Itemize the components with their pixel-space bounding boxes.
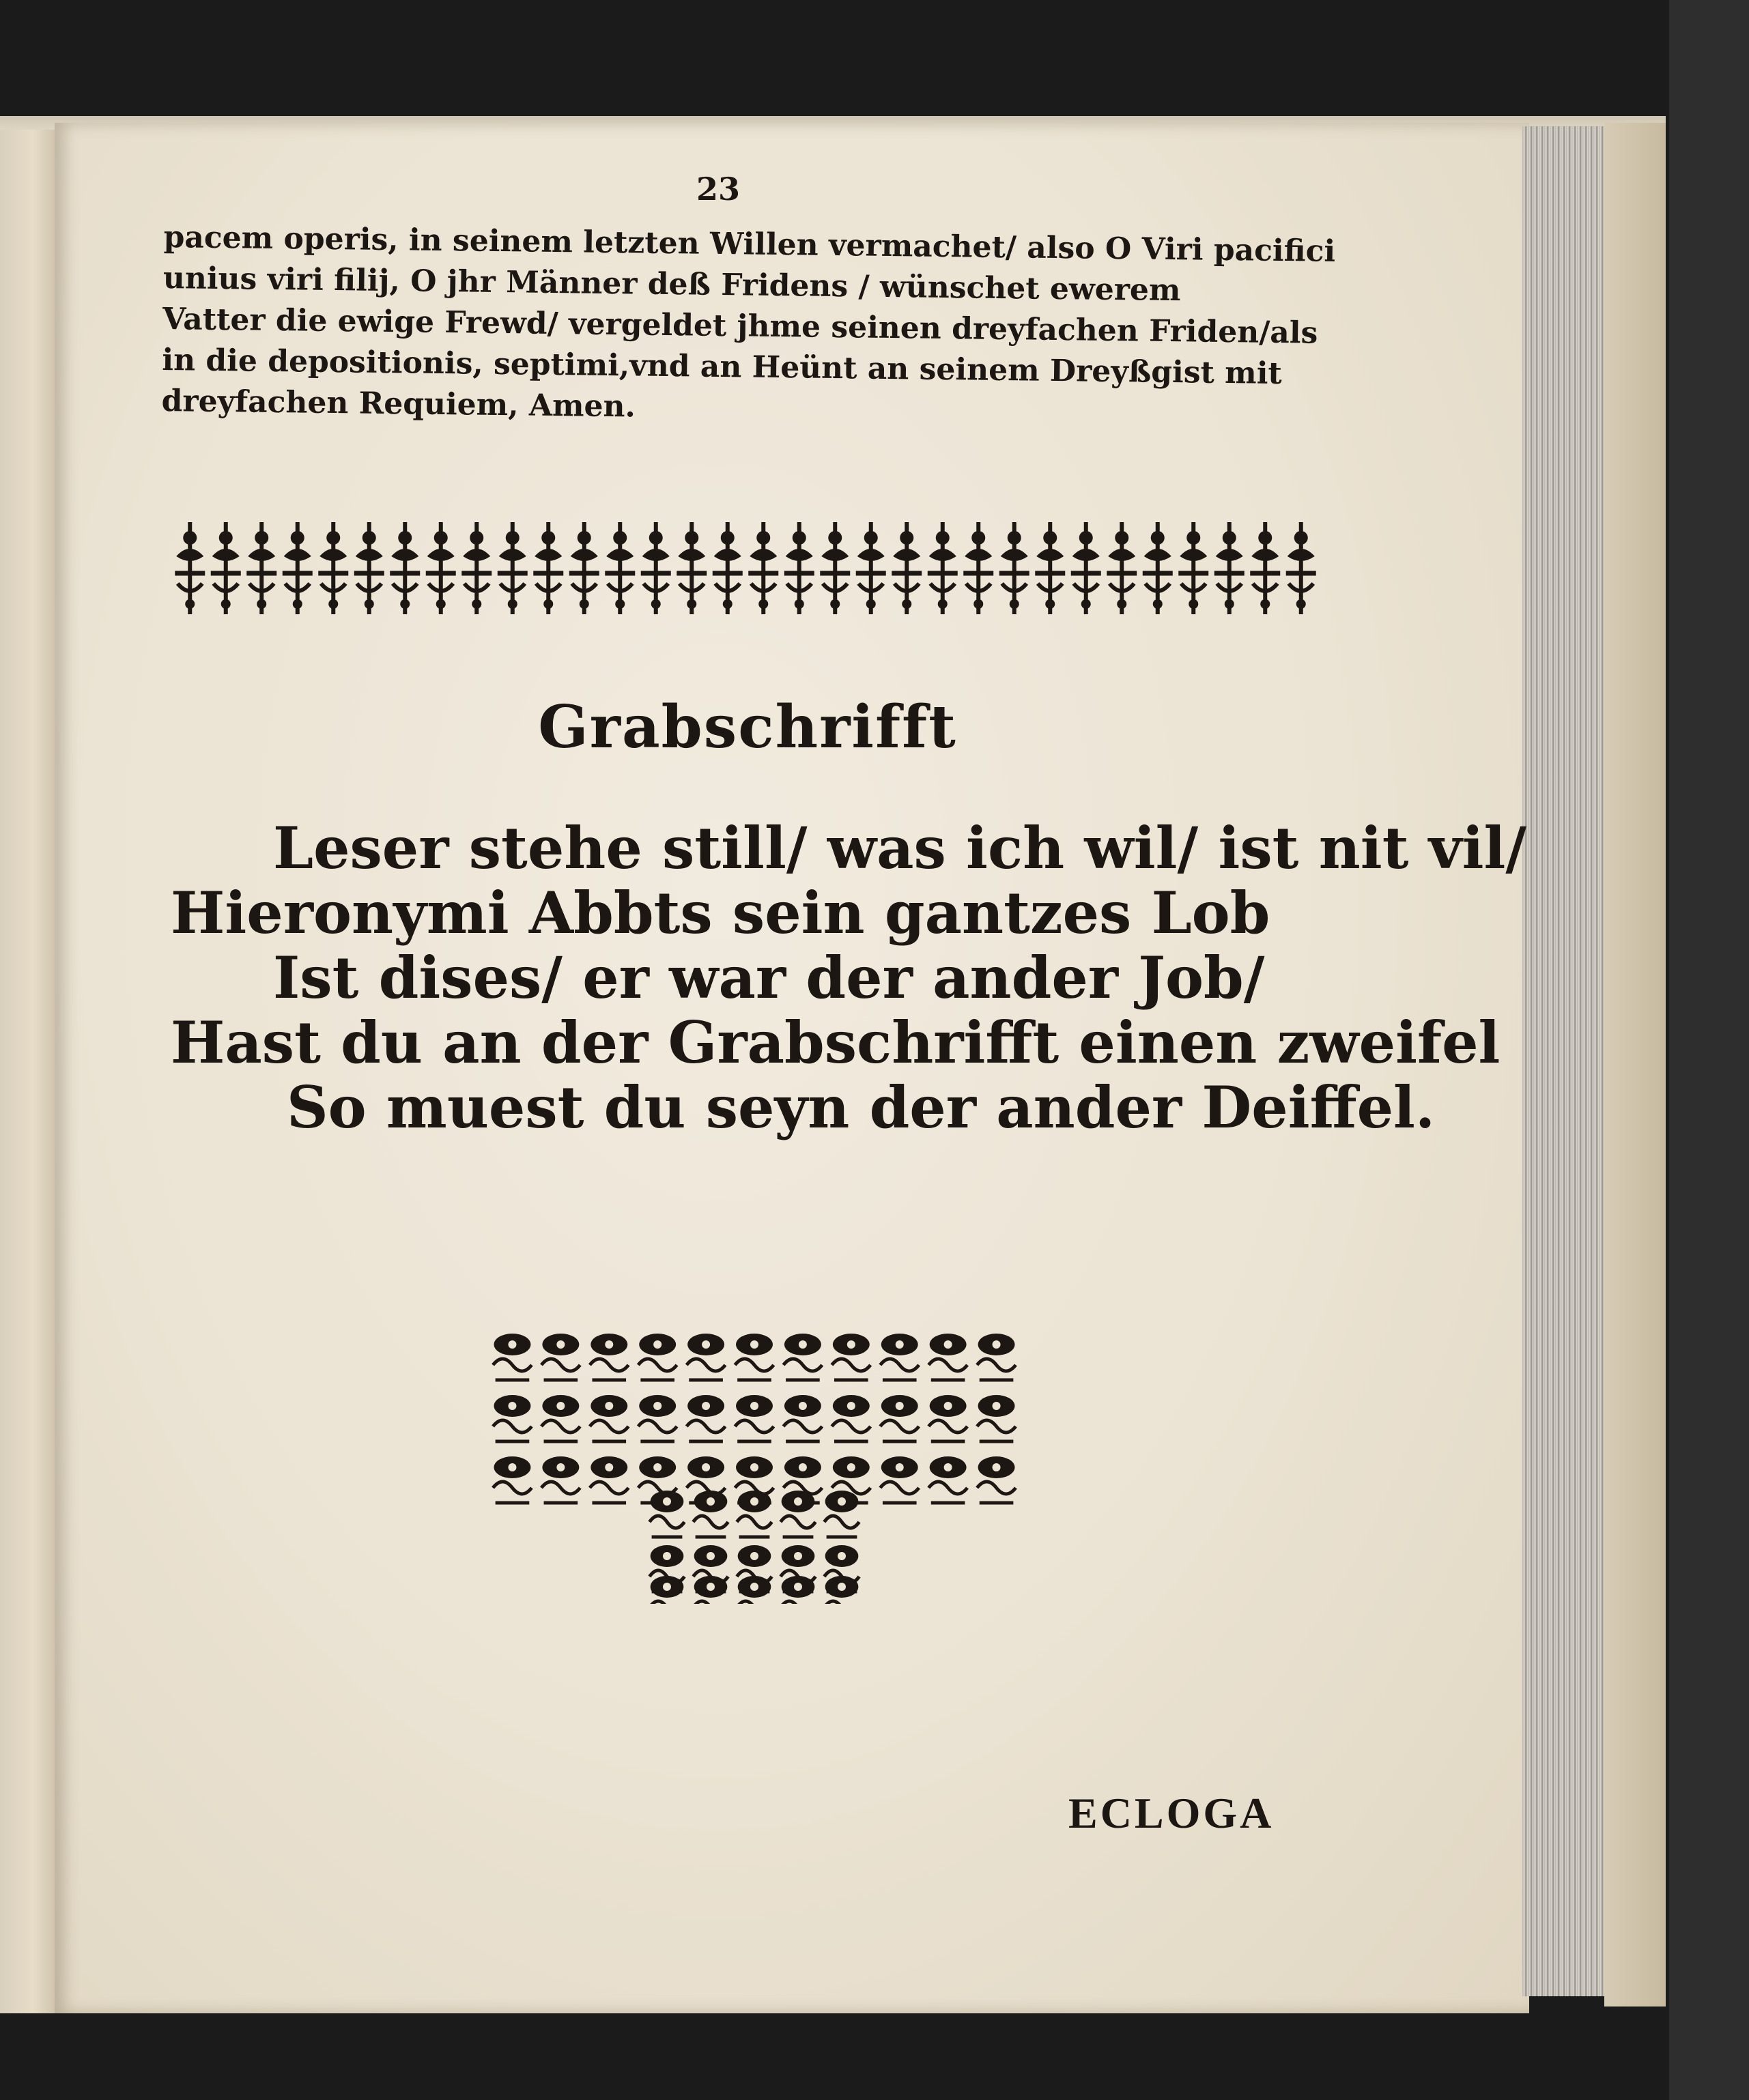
tailpiece-glyph (649, 1576, 684, 1604)
prose-line: in die depositionis, septimi,vnd an Heünt an seinem Dreyßgist mit (162, 342, 1283, 392)
tailpiece-glyph (831, 1334, 870, 1380)
fleuron-glyph (246, 522, 276, 614)
fleuron-glyph (426, 522, 456, 614)
tailpiece-glyph (493, 1456, 532, 1503)
ornament-border (172, 519, 1319, 618)
fleuron-glyph (533, 522, 563, 614)
tailpiece-glyph (880, 1395, 919, 1441)
fleuron-glyph (820, 522, 850, 614)
tailpiece-glyph (693, 1491, 728, 1537)
prose-line: dreyfachen Requiem, Amen. (161, 383, 636, 425)
tailpiece-glyph (687, 1395, 726, 1441)
fleuron-glyph (569, 522, 599, 614)
tailpiece-glyph (780, 1576, 815, 1604)
tailpiece-glyph (638, 1395, 677, 1441)
prose-line: pacem operis, in seinem letzten Willen vermachet/ also O Viri pacifici (163, 219, 1336, 269)
tailpiece-glyph (638, 1334, 677, 1380)
fleuron-glyph (1250, 522, 1280, 614)
verse-line: Hieronymi Abbts sein gantzes Lob (171, 879, 1270, 947)
tailpiece-glyph (541, 1395, 580, 1441)
verse-line: Ist dises/ er war der ander Job/ (273, 944, 1265, 1011)
tailpiece-glyph (735, 1395, 774, 1441)
tailpiece-glyph (541, 1334, 580, 1380)
tailpiece-glyph (693, 1576, 728, 1604)
prose-line: Vatter die ewige Frewd/ vergeldet jhme seinen dreyfachen Friden/als (162, 301, 1318, 351)
tailpiece-glyph (784, 1334, 823, 1380)
fleuron-glyph (318, 522, 348, 614)
fleuron-glyph (677, 522, 707, 614)
fleuron-glyph (963, 522, 993, 614)
fleuron-glyph (175, 522, 205, 614)
epitaph-verse (171, 814, 1527, 1141)
fleuron-glyph (461, 522, 492, 614)
tailpiece-glyph (493, 1334, 532, 1380)
tailpiece-glyph (880, 1456, 919, 1503)
fleuron-glyph (856, 522, 886, 614)
tailpiece-glyph (928, 1395, 967, 1441)
fleuron-glyph (892, 522, 922, 614)
tailpiece-glyph (687, 1334, 726, 1380)
tailpiece-glyph (541, 1456, 580, 1503)
tailpiece-glyph (977, 1456, 1016, 1503)
tailpiece-glyph (737, 1491, 771, 1537)
prose-paragraph (161, 217, 1336, 436)
tailpiece-glyph (735, 1334, 774, 1380)
fleuron-glyph (283, 522, 313, 614)
fleuron-glyph (1143, 522, 1173, 614)
fleuron-glyph (354, 522, 384, 614)
tailpiece-glyph (780, 1491, 815, 1537)
verse-line: Hast du an der Grabschrifft einen zweifel (171, 1009, 1501, 1076)
verse-line: So muest du seyn der ander Deiffel. (287, 1074, 1436, 1141)
tailpiece-glyph (824, 1491, 859, 1537)
tailpiece-glyph (977, 1395, 1016, 1441)
tailpiece-glyph (831, 1395, 870, 1441)
fleuron-glyph (1178, 522, 1208, 614)
verse-line: Leser stehe still/ was ich wil/ ist nit vil/ (273, 814, 1527, 882)
fleuron-glyph (641, 522, 671, 614)
tailpiece-glyph (649, 1491, 684, 1537)
ornament-band-graphic (172, 519, 1319, 618)
fleuron-glyph (748, 522, 778, 614)
tailpiece-glyph (880, 1334, 919, 1380)
tailpiece-glyph (737, 1576, 771, 1604)
tailpiece-glyph (590, 1395, 629, 1441)
fleuron-glyph (928, 522, 958, 614)
fleuron-glyph (1286, 522, 1316, 614)
tailpiece-glyph (590, 1334, 629, 1380)
fleuron-glyph (999, 522, 1029, 614)
page-number: 23 (696, 171, 741, 207)
tailpiece-glyph (928, 1456, 967, 1503)
tailpiece-graphic (488, 1331, 1021, 1604)
ornament-tailpiece (488, 1331, 1021, 1604)
tailpiece-glyph (784, 1395, 823, 1441)
fleuron-glyph (605, 522, 635, 614)
catchword: ECLOGA (1068, 1789, 1275, 1837)
fleuron-glyph (1035, 522, 1065, 614)
fleuron-glyph (713, 522, 743, 614)
fleuron-glyph (390, 522, 420, 614)
tailpiece-glyph (824, 1576, 859, 1604)
fleuron-glyph (1214, 522, 1245, 614)
tailpiece-glyph (977, 1334, 1016, 1380)
epitaph-heading: Grabschrifft (538, 693, 957, 762)
tailpiece-glyph (928, 1334, 967, 1380)
tailpiece-glyph (493, 1395, 532, 1441)
fleuron-glyph (498, 522, 528, 614)
fleuron-glyph (1107, 522, 1137, 614)
fleuron-glyph (1071, 522, 1101, 614)
fleuron-glyph (784, 522, 814, 614)
fleuron-glyph (211, 522, 241, 614)
prose-line: unius viri filij, O jhr Männer deß Fridens / wünschet ewerem (162, 260, 1181, 308)
tailpiece-glyph (590, 1456, 629, 1503)
